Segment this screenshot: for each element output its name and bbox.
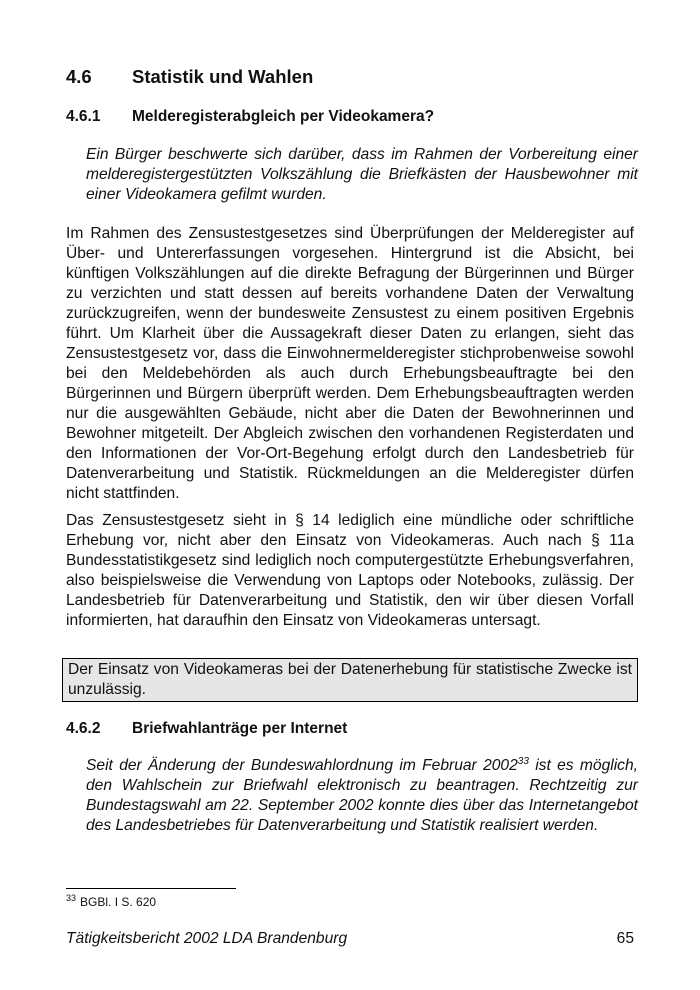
footnote-reference[interactable]: 33	[517, 756, 529, 767]
footer-title: Tätigkeitsbericht 2002 LDA Brandenburg	[66, 930, 348, 947]
body-paragraph-2: Das Zensustestgesetz sieht in § 14 lediglich eine mündliche oder schriftliche Erhebung vor, nicht aber den Einsatz von Videokameras. Auch nach § 11a Bundesstatistikgesetz sind lediglich noch computergestützte Erhebungsverfahren, also beispielsweise die Verwendung von Laptops oder Notebooks, zulässig. Der Landesbetrieb für Datenverarbeitung und Statistik, den wir über diesen Vorfall informierten, hat daraufhin den Einsatz von Videokameras untersagt.	[66, 512, 634, 629]
section-title: Statistik und Wahlen	[132, 66, 314, 87]
footnote-divider	[66, 888, 236, 889]
subsection-number-2: 4.6.2	[66, 720, 101, 737]
briefwahl-summary-part2: ist es möglich, den Wahlschein zur Briefwahl elektronisch zu beantragen. Rechtzeitig zur Bundestagswahl am 22. September 2002 konnte dies über das Internetangebot des Landesbetriebes für Datenverarbeitung und Statistik realisiert werden.	[86, 757, 638, 834]
briefwahl-summary	[86, 756, 638, 836]
page-number: 65	[616, 930, 634, 947]
subsection-heading-1	[66, 108, 434, 126]
page-footer	[66, 930, 634, 948]
subsection-title-1: Melderegisterabgleich per Videokamera?	[132, 108, 435, 125]
footnote-text: BGBl. I S. 620	[80, 895, 157, 909]
conclusion-box: Der Einsatz von Videokameras bei der Datenerhebung für statistische Zwecke ist unzulässig.	[62, 658, 638, 702]
complaint-summary: Ein Bürger beschwerte sich darüber, dass im Rahmen der Vorbereitung einer melderegistergestützten Volkszählung die Briefkästen der Hausbewohner mit einer Videokamera gefilmt wurden.	[86, 146, 638, 203]
section-number: 4.6	[66, 66, 92, 87]
body-paragraph-1: Im Rahmen des Zensustestgesetzes sind Überprüfungen der Melderegister auf Über- und Untererfassungen vorgesehen. Hintergrund ist die Absicht, bei künftigen Volkszählungen auf die direkte Befragung der Bürgerinnen und Bürger zu verzichten und statt dessen auf bereits vorhandene Daten der Verwaltung zurückzugreifen, wenn der bundesweite Zensustest zu einem positiven Ergebnis führt. Um Klarheit über die Aussagekraft dieser Daten zu erlangen, sieht das Zensustestgesetz vor, dass die Einwohnermelderegister stichprobenweise sowohl bei den Meldebehörden als auch durch Erhebungsbeauftragte bei den Bürgerinnen und Bürgern überprüft werden. Dem Erhebungsbeauftragten werden nur die ausgewählten Gebäude, nicht aber die Daten der Bewohnerinnen und Bewohner mitgeteilt. Der Abgleich zwischen den vorhandenen Registerdaten und den Informationen der Vor-Ort-Begehung erfolgt durch den Landesbetrieb für Datenverarbeitung und Statistik. Rückmeldungen an die Melderegister dürfen nicht stattfinden.	[66, 225, 634, 502]
subsection-number-1: 4.6.1	[66, 108, 101, 125]
briefwahl-summary-part1: Seit der Änderung der Bundeswahlordnung im Februar 2002	[86, 757, 518, 774]
subsection-title-2: Briefwahlanträge per Internet	[132, 720, 348, 737]
section-heading	[66, 66, 313, 88]
subsection-heading-2	[66, 720, 347, 738]
footnote-number: 33	[66, 893, 77, 903]
footnote	[66, 893, 156, 909]
